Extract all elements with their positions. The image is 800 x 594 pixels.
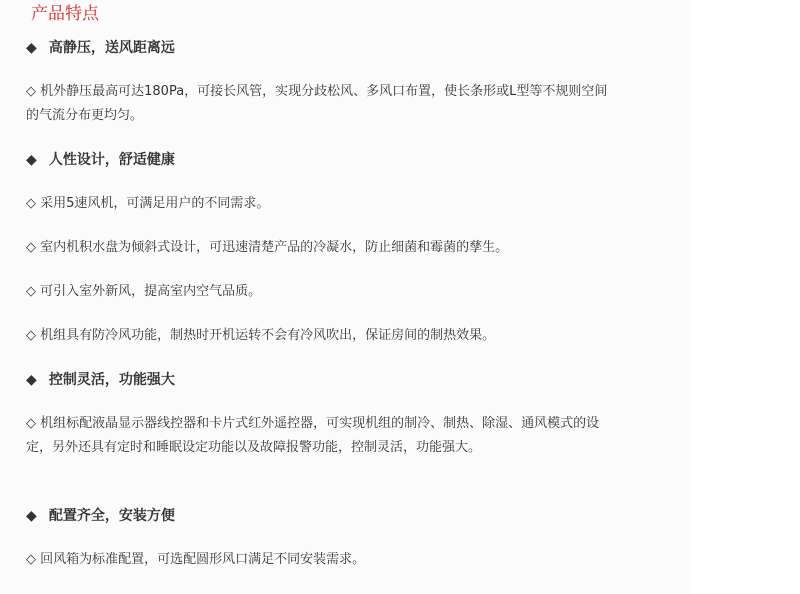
section-heading-text: 配置齐全，安装方便 (48, 508, 175, 524)
section-heading-high-static-pressure (26, 38, 175, 58)
paragraph: ◇ 机组具有防冷风功能，制热时开机运转不会有冷风吹出，保证房间的制热效果。 (26, 328, 496, 343)
filled-diamond-bullet: ◆ (26, 508, 37, 524)
section-heading-flexible-control (26, 370, 175, 390)
section-heading-text: 控制灵活，功能强大 (48, 372, 175, 388)
paragraph: ◇ 回风箱为标准配置，可选配圆形风口满足不同安装需求。 (26, 552, 366, 567)
filled-diamond-bullet: ◆ (26, 152, 37, 168)
paragraph: ◇ 室内机积水盘为倾斜式设计，可迅速清楚产品的冷凝水，防止细菌和霉菌的孳生。 (26, 240, 509, 255)
section-heading-text: 高静压，送风距离远 (48, 40, 175, 56)
filled-diamond-bullet: ◆ (26, 372, 37, 388)
section-heading-complete-config (26, 506, 175, 526)
paragraph: ◇ 采用5速风机，可满足用户的不同需求。 (26, 196, 270, 211)
section-heading-human-design (26, 150, 175, 170)
paragraph: ◇ 机组标配液晶显示器线控器和卡片式红外遥控器，可实现机组的制冷、制热、除湿、通风模式的设定，另外还具有定时和睡眠设定功能以及故障报警功能，控制灵活，功能强大。 (26, 416, 600, 455)
section-heading-text: 人性设计，舒适健康 (48, 152, 175, 168)
paragraph: ◇ 机外静压最高可达180Pa，可接长风管，实现分歧松风、多风口布置，使长条形或L型等不规则空间的气流分布更均匀。 (26, 84, 608, 123)
page-title: 产品特点 (31, 4, 99, 24)
paragraph: ◇ 可引入室外新风，提高室内空气品质。 (26, 284, 262, 299)
filled-diamond-bullet: ◆ (26, 40, 37, 56)
